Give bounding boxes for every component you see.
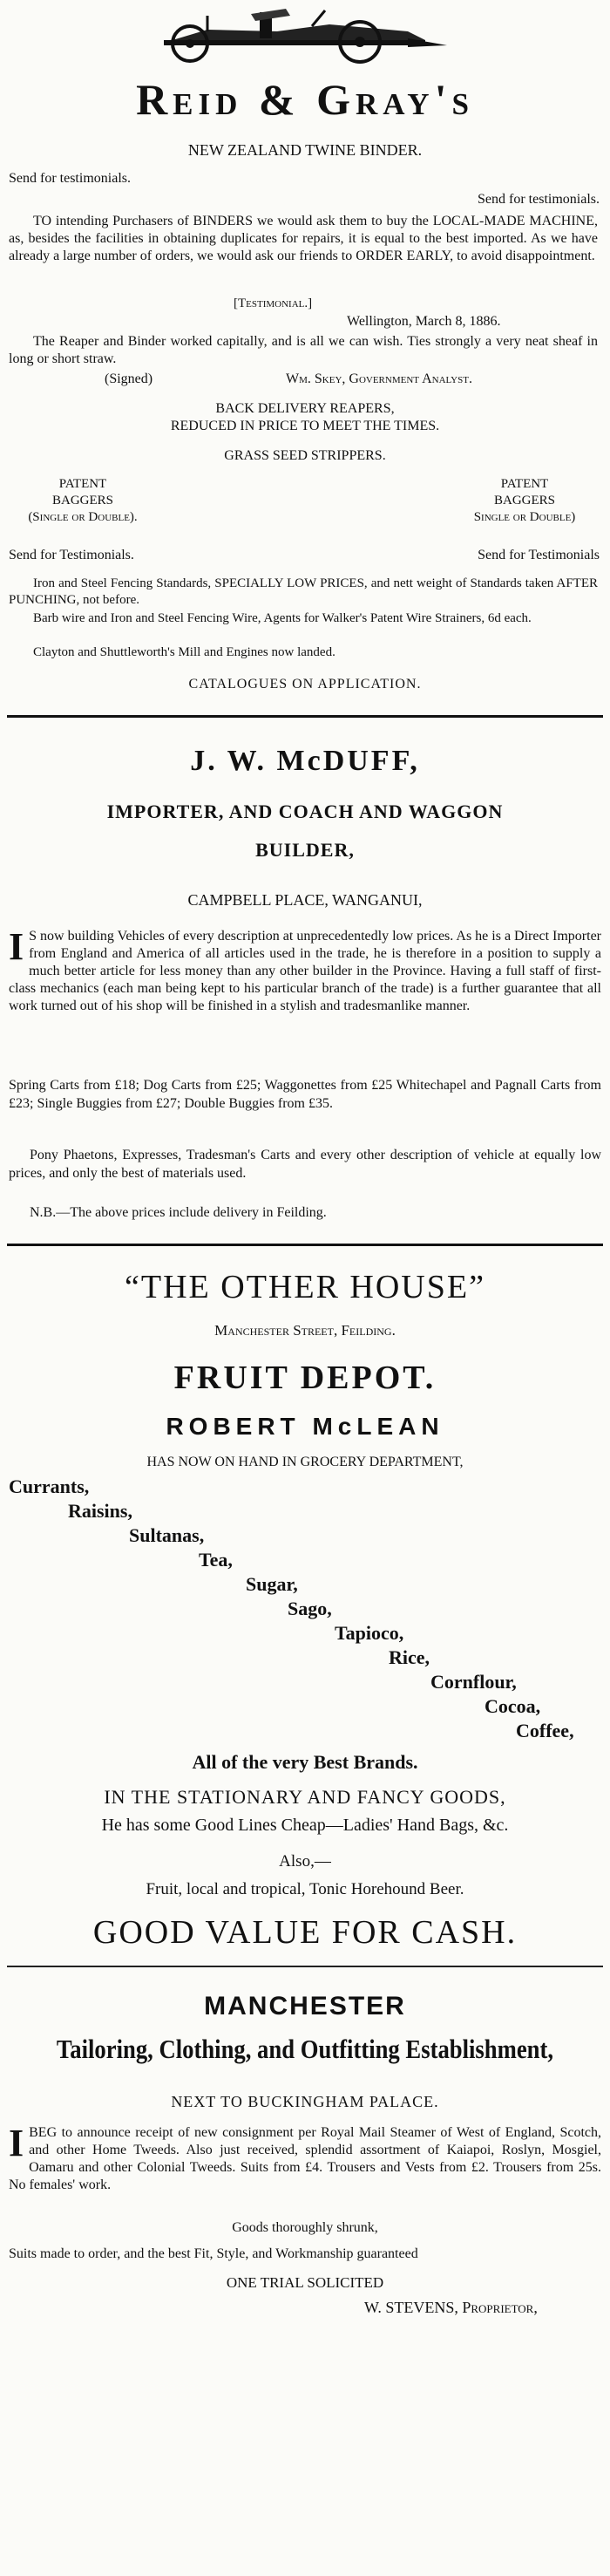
grocery-item: Rice, [389, 1646, 430, 1668]
patent-left-line2: BAGGERS [51, 494, 113, 508]
divider-2 [7, 1244, 603, 1246]
testimonial-signer: Wm. Skey, Government Analyst. [286, 371, 472, 386]
fruit-depot-heading: FRUIT DEPOT. [173, 1360, 437, 1396]
send-testimonials-right: Send for testimonials. [478, 192, 600, 207]
mcduff-address: CAMPBELL PLACE, WANGANUI, [187, 891, 423, 909]
testimonial-text: The Reaper and Binder worked capitally, and is all we can wish. Ties strongly a very neat sheaf in long or short straw. [9, 334, 598, 366]
stationary-goods: IN THE STATIONARY AND FANCY GOODS, [104, 1786, 506, 1808]
patent-baggers-right [448, 476, 601, 526]
grocery-item: Coffee, [516, 1720, 574, 1741]
grocery-item: Sugar, [246, 1573, 298, 1595]
patent-left-line3: (Single or Double). [28, 510, 138, 524]
divider-3 [7, 1966, 603, 1967]
patent-right-line1: PATENT [500, 477, 549, 491]
reduced-in-price: REDUCED IN PRICE TO MEET THE TIMES. [170, 419, 440, 433]
grocery-item: Tea, [199, 1549, 233, 1571]
mcduff-body [9, 925, 601, 1015]
also-label: Also,— [279, 1852, 331, 1871]
grocery-item: Currants, [9, 1475, 90, 1497]
mcduff-body-text: S now building Vehicles of every description at unprecedentedly low prices. As he is a Direct Importer from England and America of all articles used in the trade, he is therefore in a position to supply a much better article for less money than any other builder in the Province. Having a full staff of first-class mechanics (each man being kept to his particular branch of the trade) is a further guarantee that all work turned out of his shop will be finished in a stylish and tradesmanlike manner. [9, 929, 601, 1013]
back-delivery-reapers: BACK DELIVERY REAPERS, [215, 401, 395, 416]
grocery-department: HAS NOW ON HAND IN GROCERY DEPARTMENT, [146, 1455, 464, 1469]
goods-shrunk: Goods thoroughly shrunk, [232, 2220, 378, 2235]
manchester-body [9, 2124, 601, 2194]
divider-1 [7, 715, 603, 718]
reid-gray-subtitle: NEW ZEALAND TWINE BINDER. [187, 141, 423, 159]
manchester-title: MANCHESTER [204, 1992, 406, 2021]
grocery-item: Cornflour, [430, 1671, 517, 1693]
grocery-item: Sultanas, [129, 1524, 205, 1546]
robert-mclean-name: ROBERT McLEAN [166, 1413, 444, 1440]
barb-wire-text: Barb wire and Iron and Steel Fencing Wire, Agents for Walker's Patent Wire Strainers, 6d each. [33, 611, 532, 625]
other-house-address: Manchester Street, Feilding. [214, 1322, 396, 1339]
other-house-title: “THE OTHER HOUSE” [125, 1269, 485, 1305]
twine-binder-illustration [155, 5, 451, 66]
best-brands: All of the very Best Brands. [192, 1751, 418, 1773]
patent-left-line1: PATENT [58, 477, 107, 491]
fencing-text: Iron and Steel Fencing Standards, SPECIALLY LOW PRICES, and nett weight of Standards taken AFTER PUNCHING, not before. [9, 576, 598, 607]
testimonial-date: Wellington, March 8, 1886. [347, 314, 501, 329]
mcduff-line1: IMPORTER, AND COACH AND WAGGON [106, 801, 504, 822]
good-value-for-cash: GOOD VALUE FOR CASH. [92, 1914, 518, 1951]
grocery-item: Tapioco, [335, 1622, 404, 1644]
grocery-item: Cocoa, [485, 1695, 541, 1717]
proprietor: W. STEVENS, Proprietor, [364, 2299, 538, 2316]
patent-right-line3: Single or Double) [473, 510, 576, 524]
manchester-body-text: BEG to announce receipt of new consignment per Royal Mail Steamer of West of England, Scotch, and other Home Tweeds. Also just received, splendid assortment of Kaiapoi, Roslyn, Mosgiel, Oamaru and other Colonial Tweeds. Suits from £4. Trousers and Vests from £2. Trousers from 25s. No females' work. [9, 2125, 601, 2192]
grass-seed-strippers: GRASS SEED STRIPPERS. [224, 448, 386, 463]
send-testimonials-left: Send for testimonials. [9, 171, 131, 186]
testimonial-signed: (Signed) [105, 371, 153, 386]
testimonial-label: [Testimonial.] [234, 296, 313, 310]
reid-intro-text: TO intending Purchasers of BINDERS we would ask them to buy the LOCAL-MADE MACHINE, as, besides the facilities in obtaining duplicates for repairs, it is equal to the best imported. As we have already a large number of orders, we would ask our friends to ORDER EARLY, to avoid disappointment. [9, 214, 598, 263]
mcduff-name: J. W. McDUFF, [190, 745, 420, 777]
send-tests-left: Send for Testimonials. [9, 548, 134, 562]
mcduff-line2: BUILDER, [255, 839, 355, 861]
clayton-text: Clayton and Shuttleworth's Mill and Engines now landed. [33, 645, 336, 659]
fruit-local-tropical: Fruit, local and tropical, Tonic Horehound Beer. [146, 1880, 464, 1898]
good-lines-cheap: He has some Good Lines Cheap—Ladies' Hand Bags, &c. [101, 1816, 509, 1835]
patent-baggers-left [9, 476, 157, 526]
manchester-subtitle: Tailoring, Clothing, and Outfitting Establishment, [56, 2034, 554, 2064]
catalogues-on-application: CATALOGUES ON APPLICATION. [188, 677, 422, 692]
grocery-item: Sago, [288, 1598, 332, 1619]
next-to-buckingham: NEXT TO BUCKINGHAM PALACE. [171, 2093, 439, 2110]
manchester-dropcap: I [9, 2122, 24, 2164]
send-tests-right: Send for Testimonials [478, 548, 600, 562]
suits-made-to-order: Suits made to order, and the best Fit, Style, and Workmanship guaranteed [9, 2246, 418, 2261]
one-trial-solicited: ONE TRIAL SOLICITED [226, 2274, 384, 2291]
reid-gray-title: Reid & Gray's [136, 75, 474, 124]
grocery-item: Raisins, [68, 1500, 132, 1522]
mcduff-nb: N.B.—The above prices include delivery in Feilding. [30, 1205, 327, 1220]
patent-right-line2: BAGGERS [493, 494, 555, 508]
mcduff-prices: Spring Carts from £18; Dog Carts from £25; Waggonettes from £25 Whitechapel and Pagnall Carts from £23; Single Buggies from £27; Double Buggies from £35. [9, 1078, 601, 1111]
mcduff-phaetons: Pony Phaetons, Expresses, Tradesman's Carts and every other description of vehicle at equally low prices, and only the best of materials used. [9, 1148, 601, 1181]
mcduff-dropcap: I [9, 925, 24, 968]
